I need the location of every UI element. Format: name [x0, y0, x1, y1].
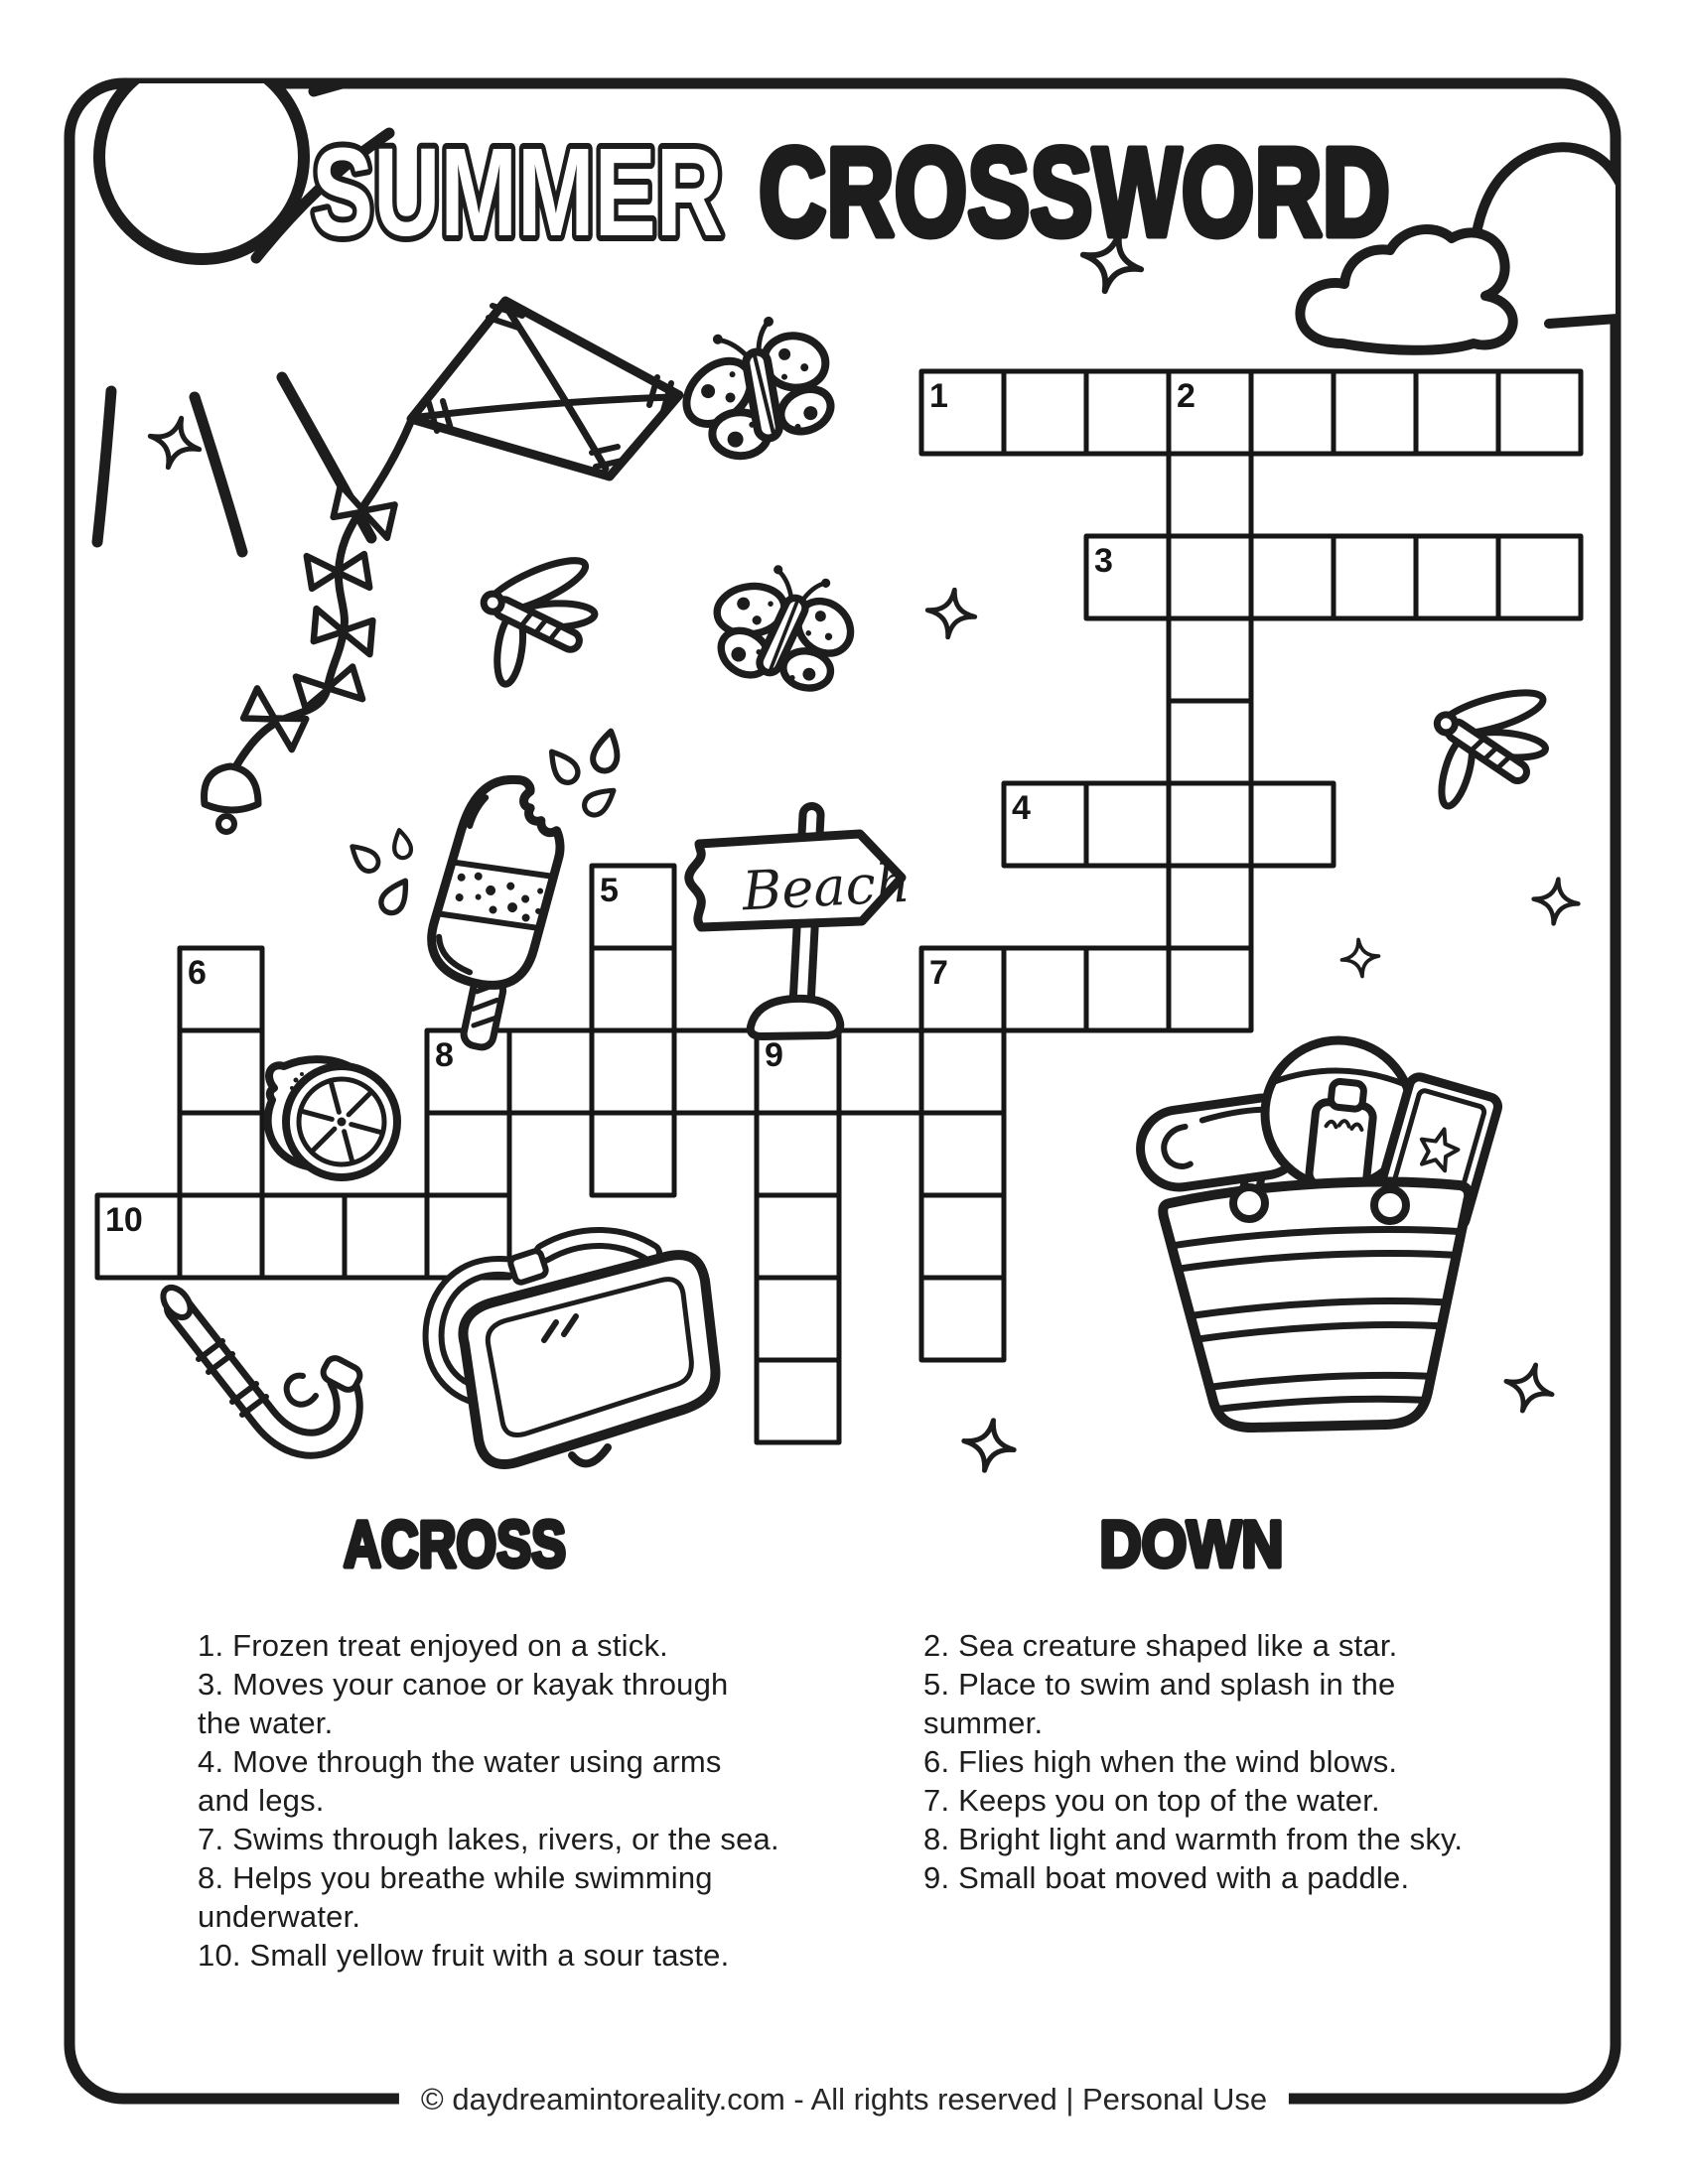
grid-cell — [921, 1030, 1004, 1113]
clue-line: 10. Small yellow fruit with a sour taste. — [198, 1938, 730, 1973]
grid-cell — [1004, 371, 1086, 454]
clue-line: and legs. — [198, 1783, 325, 1818]
grid-cell — [757, 1195, 839, 1278]
clue-line: 9. Small boat moved with a paddle. — [923, 1860, 1410, 1895]
clue-line: 2. Sea creature shaped like a star. — [923, 1628, 1398, 1663]
grid-cell — [757, 1278, 839, 1360]
clue-line: 6. Flies high when the wind blows. — [923, 1744, 1398, 1779]
beach-sign-label: Beach — [741, 851, 912, 923]
clue-line: 8. Helps you breathe while swimming — [198, 1860, 713, 1895]
grid-cell — [180, 1195, 262, 1278]
grid-cell — [1169, 866, 1251, 948]
clue-line: underwater. — [198, 1899, 361, 1934]
clue-line: 8. Bright light and warmth from the sky. — [923, 1822, 1464, 1856]
grid-cell — [180, 1030, 262, 1113]
grid-cell — [1169, 536, 1251, 618]
across-clue-list — [198, 1626, 853, 1975]
grid-cell-number: 1 — [929, 377, 948, 415]
clue-line: 1. Frozen treat enjoyed on a stick. — [198, 1628, 668, 1663]
clue-line: 7. Swims through lakes, rivers, or the sea. — [198, 1822, 779, 1856]
grid-cell — [674, 1030, 757, 1113]
beach-bag-icon — [1136, 1040, 1500, 1428]
grid-cell — [757, 1113, 839, 1195]
grid-cell — [1334, 371, 1416, 454]
beach-sign — [689, 806, 912, 1036]
grid-cell — [1086, 783, 1169, 866]
grid-cell — [592, 1030, 674, 1113]
grid-cell — [1086, 371, 1169, 454]
grid-cell-number: 4 — [1012, 789, 1031, 827]
grid-cell — [1251, 536, 1334, 618]
grid-cell — [509, 1030, 592, 1113]
grid-cell — [757, 1360, 839, 1442]
grid-cell — [1416, 536, 1498, 618]
grid-cell — [1169, 618, 1251, 701]
grid-cell — [1251, 783, 1334, 866]
grid-cell — [921, 1113, 1004, 1195]
grid-cell — [180, 1113, 262, 1195]
clue-line: 5. Place to swim and splash in the — [923, 1667, 1396, 1702]
grid-cell-number: 8 — [435, 1036, 454, 1074]
grid-cell — [839, 1030, 921, 1113]
down-heading: DOWN — [1099, 1507, 1284, 1580]
grid-cell — [1251, 371, 1334, 454]
grid-cell-number: 2 — [1177, 377, 1196, 415]
grid-cell — [1169, 948, 1251, 1030]
title-outline-word: SUMMER — [312, 122, 723, 262]
across-heading: ACROSS — [344, 1507, 566, 1580]
clue-line: the water. — [198, 1706, 334, 1740]
grid-cell-number: 7 — [929, 954, 948, 992]
dragonfly-icon — [449, 520, 622, 711]
lemon-icon — [268, 1059, 397, 1177]
grid-cell — [1498, 371, 1581, 454]
grid-cell — [921, 1278, 1004, 1360]
clue-line: 7. Keeps you on top of the water. — [923, 1783, 1380, 1818]
grid-cell — [1086, 948, 1169, 1030]
grid-cell — [1004, 948, 1086, 1030]
dragonfly-icon — [1394, 645, 1578, 840]
snorkel-icon — [158, 1283, 363, 1444]
clue-line: 4. Move through the water using arms — [198, 1744, 722, 1779]
grid-cell — [1169, 454, 1251, 536]
grid-cell — [1498, 536, 1581, 618]
grid-cell — [921, 1195, 1004, 1278]
grid-cell — [592, 948, 674, 1030]
down-clue-list — [923, 1626, 1579, 1897]
diving-mask-icon — [434, 1238, 716, 1464]
butterfly-icon — [689, 544, 874, 713]
grid-cell — [1169, 701, 1251, 783]
grid-cell-number: 3 — [1094, 542, 1113, 580]
grid-cell — [427, 1113, 509, 1195]
popsicle-icon — [402, 767, 581, 1055]
footer-credit: © daydreamintoreality.com - All rights reserved | Personal Use — [399, 2077, 1289, 2122]
grid-cell — [1169, 783, 1251, 866]
grid-cell-number: 10 — [105, 1201, 143, 1239]
grid-cell — [262, 1195, 345, 1278]
grid-cell — [345, 1195, 427, 1278]
title-solid-word: CROSSWORD — [759, 122, 1390, 262]
clue-line: summer. — [923, 1706, 1044, 1740]
grid-cell — [592, 1113, 674, 1195]
grid-cell-number: 9 — [765, 1036, 783, 1074]
grid-cell — [1416, 371, 1498, 454]
grid-cell-number: 5 — [600, 872, 619, 909]
butterfly-icon — [660, 303, 854, 476]
grid-cell — [1334, 536, 1416, 618]
clue-line: 3. Moves your canoe or kayak through — [198, 1667, 729, 1702]
grid-cell-number: 6 — [188, 954, 207, 992]
